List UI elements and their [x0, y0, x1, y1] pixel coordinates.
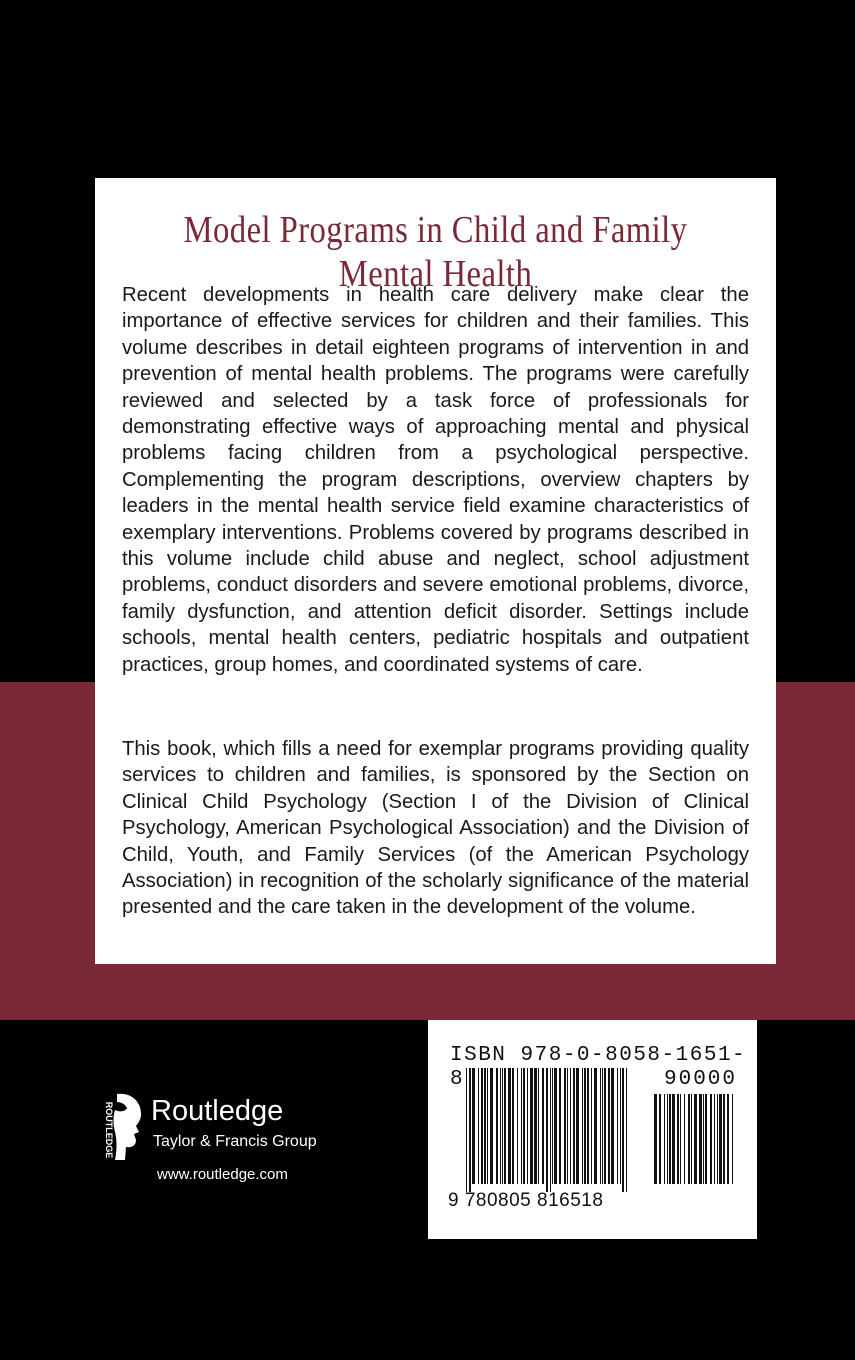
- barcode-bar: [487, 1068, 488, 1184]
- barcode-bar: [523, 1068, 525, 1184]
- barcode-bar: [484, 1068, 486, 1184]
- barcode-bar: [472, 1068, 475, 1184]
- description-panel: [95, 178, 776, 964]
- barcode-bar: [608, 1068, 610, 1184]
- barcode-bar: [703, 1094, 704, 1184]
- barcode-bar: [587, 1068, 589, 1184]
- barcode-bar: [517, 1068, 518, 1184]
- barcode-bar: [466, 1068, 467, 1192]
- barcode-bar: [469, 1068, 471, 1192]
- barcode-bar: [527, 1068, 528, 1184]
- barcode-bar: [611, 1068, 614, 1184]
- barcode-bar: [699, 1094, 702, 1184]
- barcode-bar: [626, 1068, 627, 1192]
- barcode-bar: [496, 1068, 498, 1184]
- barcode-bar: [659, 1094, 661, 1184]
- barcode-bar: [546, 1068, 548, 1192]
- barcode-bar: [710, 1094, 712, 1184]
- barcode-bar: [594, 1068, 597, 1184]
- barcode-bar: [554, 1068, 557, 1184]
- barcode-bar: [622, 1068, 624, 1192]
- blurb-paragraph-1: Recent developments in health care delivery make clear the importance of effective services for children and their families. This volume describes in detail eighteen programs of intervention in and prevention of mental health problems. The programs were carefully reviewed and selected by a task force of professionals for demonstrating effective ways of approaching mental and physical problems facing children from a psychological perspective. Complementing the program descriptions, overview chapters by leaders in the mental health service field examine characteristics of exemplary interventions. Problems covered by programs described in this volume include child abuse and neglect, school adjustment problems, conduct disorders and severe emotional problems, divorce, family dysfunction, and attention deficit disorder. Settings include schools, mental health centers, pediatric hospitals and outpatient practices, group homes, and coordinated systems of care.: [122, 284, 749, 676]
- barcode-bar: [576, 1068, 579, 1184]
- barcode-bar: [691, 1094, 692, 1184]
- barcode-bar: [552, 1068, 553, 1184]
- barcode-bar: [604, 1068, 606, 1184]
- publisher-name: Routledge: [151, 1095, 284, 1127]
- barcode-bar: [694, 1094, 697, 1184]
- barcode-bar: [508, 1068, 511, 1184]
- logo-vertical-text: ROUTLEDGE: [104, 1101, 114, 1159]
- barcode-bar: [723, 1094, 725, 1184]
- barcode-bar: [570, 1068, 571, 1184]
- barcode-bar: [573, 1068, 575, 1184]
- ean-barcode-bars: [466, 1068, 644, 1192]
- barcode-bar: [591, 1068, 592, 1184]
- addon-barcode-bars: [654, 1094, 742, 1192]
- barcode-bar: [717, 1094, 718, 1184]
- barcode-bar: [672, 1094, 675, 1184]
- barcode-bar: [714, 1094, 715, 1184]
- routledge-head-icon: [95, 1090, 145, 1162]
- barcode-bar: [502, 1068, 503, 1184]
- barcode-bar: [664, 1094, 665, 1184]
- barcode-bar: [620, 1068, 621, 1184]
- publisher-block: [95, 1090, 355, 1190]
- barcode-bar: [521, 1068, 522, 1184]
- barcode-bar: [550, 1068, 551, 1192]
- barcode-bar: [680, 1094, 681, 1184]
- barcode-bar: [542, 1068, 544, 1184]
- barcode-bar: [669, 1094, 671, 1184]
- barcode-bar: [500, 1068, 501, 1184]
- barcode-bar: [564, 1068, 566, 1184]
- barcode-bar: [600, 1068, 601, 1184]
- book-title: Model Programs in Child and Family Mental Health: [183, 209, 688, 295]
- barcode-bar: [490, 1068, 493, 1184]
- barcode-bar: [559, 1068, 561, 1184]
- publisher-group: Taylor & Francis Group: [153, 1133, 317, 1150]
- barcode-box: [428, 1020, 757, 1239]
- barcode-bar: [567, 1068, 568, 1184]
- barcode-bar: [719, 1094, 722, 1184]
- barcode-bar: [478, 1068, 479, 1184]
- price-code: 90000: [664, 1068, 738, 1091]
- barcode-bar: [654, 1094, 657, 1184]
- ean-digits: 9 780805 816518: [448, 1190, 604, 1211]
- barcode-bar: [684, 1094, 685, 1184]
- barcode-bar: [538, 1068, 539, 1184]
- barcode-bar: [617, 1068, 618, 1184]
- barcode-bar: [667, 1094, 668, 1184]
- publisher-url: www.routledge.com: [157, 1166, 288, 1183]
- barcode-bar: [582, 1068, 583, 1184]
- barcode-bar: [732, 1094, 733, 1184]
- barcode-bar: [512, 1068, 514, 1184]
- barcode-bar: [602, 1068, 603, 1184]
- barcode-bar: [504, 1068, 506, 1184]
- blurb-paragraph-2: This book, which fills a need for exemplar programs providing quality services to children and families, is sponsored by the Section on Clinical Child Psychology (Section I of the Division of Clinical Psychology, American Psychological Association) and the Division of Child, Youth, and Family Services (of the American Psychology Association) in recognition of the scholarly significance of the material presented and the care taken in the development of the volume.: [122, 738, 749, 919]
- barcode-bar: [727, 1094, 729, 1184]
- barcode-bar: [705, 1094, 707, 1184]
- barcode-bar: [688, 1094, 690, 1184]
- barcode-bar: [584, 1068, 586, 1184]
- barcode-bar: [677, 1094, 679, 1184]
- barcode-bar: [530, 1068, 533, 1184]
- isbn-label: ISBN 978-0-8058-1651-8: [450, 1044, 747, 1091]
- barcode-bar: [534, 1068, 537, 1184]
- barcode-bar: [481, 1068, 483, 1184]
